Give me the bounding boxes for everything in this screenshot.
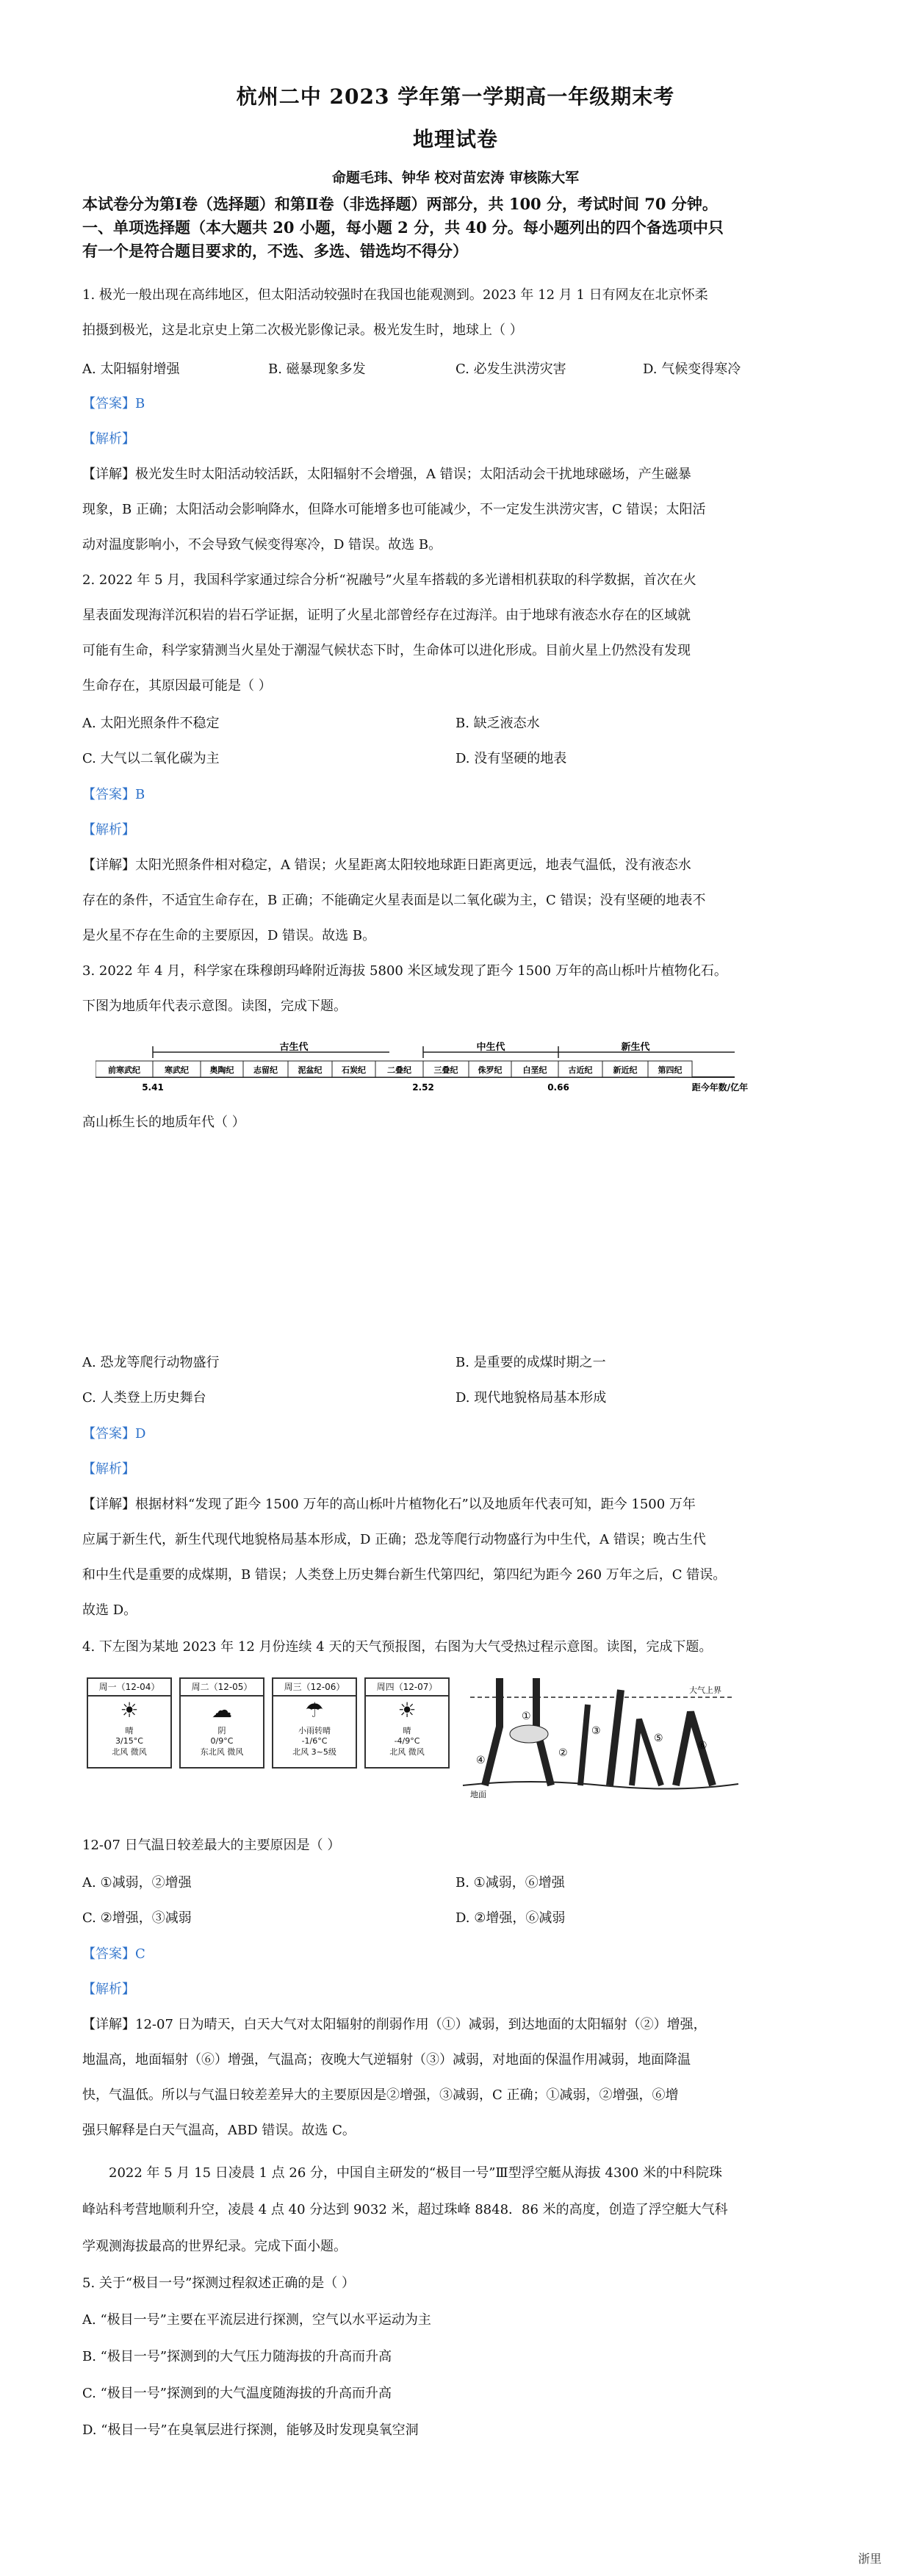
- q3-detail: 故选 D。: [82, 1602, 137, 1618]
- sun-icon: ☀: [397, 1698, 417, 1722]
- forecast-card: [87, 1677, 172, 1769]
- q5-option-c[interactable]: C. “极目一号”探测到的大气温度随海拔的升高而升高: [82, 2386, 392, 2401]
- cloud-icon: ☁: [212, 1698, 232, 1722]
- q3-stem: 下图为地质年代表示意图。读图，完成下题。: [82, 999, 347, 1014]
- q4-option-b[interactable]: B. ①减弱，⑥增强: [455, 1875, 565, 1890]
- q4-option-d[interactable]: D. ②增强，⑥减弱: [455, 1910, 566, 1926]
- forecast-day: 周三（12-06）: [273, 1679, 356, 1697]
- period-label: 古近纪: [568, 1065, 593, 1075]
- forecast-temp: 0/9°C: [210, 1736, 234, 1746]
- q2-stem: 星表面发现海洋沉积岩的岩石学证据，证明了火星北部曾经存在过海洋。由于地球有液态水存在的区域就: [82, 608, 691, 623]
- tick-label: 2.52: [412, 1082, 434, 1093]
- period-label: 奥陶纪: [209, 1065, 234, 1075]
- q3-stem: 3. 2022 年 4 月，科学家在珠穆朗玛峰附近海拔 5800 米区域发现了距今 1500 万年的高山栎叶片植物化石。: [82, 963, 727, 979]
- q4-option-c[interactable]: C. ②增强，③减弱: [82, 1910, 192, 1926]
- page-footer: 浙里: [857, 2552, 882, 2566]
- period-label: 第四纪: [658, 1065, 683, 1075]
- intro-text: 本试卷分为第Ⅰ卷（选择题）和第Ⅱ卷（非选择题）两部分，共 100 分，考试时间 70 分钟。: [82, 195, 718, 213]
- q1-option-a[interactable]: A. 太阳辐射增强: [82, 361, 180, 377]
- q4-detail: 【详解】12-07 日为晴天，白天大气对太阳辐射的削弱作用（①）减弱，到达地面的太阳辐射（②）增强，: [82, 2017, 707, 2032]
- label-4: ④: [476, 1755, 486, 1766]
- q3-option-c[interactable]: C. 人类登上历史舞台: [82, 1390, 206, 1406]
- period-label: 志留纪: [253, 1065, 278, 1075]
- period-label: 侏罗纪: [478, 1065, 503, 1075]
- tick-label: 0.66: [547, 1082, 569, 1093]
- period-label: 二叠纪: [387, 1065, 411, 1075]
- exam-title: 杭州二中 2023 学年第一学期高一年级期末考: [236, 84, 675, 109]
- period-label: 新近纪: [613, 1065, 638, 1075]
- q1-detail: 【详解】极光发生时太阳活动较活跃，太阳辐射不会增强，A 错误；太阳活动会干扰地球磁场，产生磁暴: [82, 467, 691, 482]
- q4-answer: 【答案】C: [82, 1946, 145, 1962]
- q4-detail: 快，气温低。所以与气温日较差差异大的主要原因是②增强，③减弱，C 正确；①减弱，②增强，⑥增: [82, 2087, 679, 2103]
- label-5: ⑤: [654, 1733, 663, 1744]
- label-2: ②: [558, 1747, 568, 1759]
- period-label: 三叠纪: [433, 1065, 458, 1075]
- forecast-wind: 北风 微风: [112, 1747, 147, 1757]
- q2-analysis-label: 【解析】: [82, 822, 135, 838]
- period-label: 泥盆纪: [298, 1065, 323, 1075]
- era-label: 古生代: [279, 1042, 309, 1053]
- q5-intro: 学观测海拔最高的世界纪录。完成下面小题。: [82, 2239, 347, 2254]
- q3-analysis-label: 【解析】: [82, 1461, 135, 1477]
- label-1: ①: [522, 1710, 531, 1722]
- q3-detail: 应属于新生代，新生代现代地貌格局基本形成，D 正确；恐龙等爬行动物盛行为中生代，A 错误；晚古生代: [82, 1532, 706, 1547]
- q1-option-d[interactable]: D. 气候变得寒冷: [643, 361, 741, 377]
- q2-answer: 【答案】B: [82, 787, 145, 802]
- authors-line: 命题毛玮、钟华 校对苗宏涛 审核陈大军: [331, 170, 580, 186]
- tick-label: 5.41: [142, 1082, 164, 1093]
- q1-answer: 【答案】B: [82, 396, 145, 411]
- ground-label: 地面: [470, 1790, 486, 1799]
- axis-label: 距今年数/亿年: [691, 1082, 749, 1093]
- q5-intro: 峰站科考营地顺利升空，凌晨 4 点 40 分达到 9032 米，超过珠峰 8848．86 米的高度，创造了浮空艇大气科: [82, 2202, 728, 2217]
- q2-detail: 【详解】太阳光照条件相对稳定，A 错误；火星距离太阳较地球距日距离更远，地表气温低，没有液态水: [82, 857, 691, 873]
- q3-option-d[interactable]: D. 现代地貌格局基本形成: [455, 1390, 607, 1406]
- era-label: 中生代: [476, 1042, 505, 1053]
- forecast-wind: 北风 微风: [389, 1747, 425, 1757]
- q4-detail: 强只解释是白天气温高，ABD 错误。故选 C。: [82, 2123, 356, 2138]
- period-label: 前寒武纪: [108, 1065, 140, 1075]
- forecast-temp: -4/9°C: [394, 1736, 420, 1746]
- forecast-card: [272, 1677, 357, 1769]
- q1-stem: 1. 极光一般出现在高纬地区，但太阳活动较强时在我国也能观测到。2023 年 12 月 1 日有网友在北京怀柔: [82, 287, 708, 303]
- forecast-desc: 晴: [125, 1726, 134, 1735]
- atmosphere-heating-diagram: [455, 1675, 742, 1800]
- q2-stem: 2. 2022 年 5 月，我国科学家通过综合分析“祝融号”火星车搭载的多光谱相机获取的科学数据，首次在火: [82, 572, 696, 588]
- forecast-desc: 阴: [217, 1726, 226, 1735]
- q2-option-d[interactable]: D. 没有坚硬的地表: [455, 751, 567, 766]
- atmosphere-top-label: 大气上界: [689, 1685, 721, 1695]
- forecast-day: 周二（12-05）: [181, 1679, 263, 1697]
- forecast-card: [179, 1677, 264, 1769]
- q3-question: 高山栎生长的地质年代（ ）: [82, 1115, 245, 1130]
- q3-answer: 【答案】D: [82, 1426, 146, 1442]
- q5-option-b[interactable]: B. “极目一号”探测到的大气压力随海拔的升高而升高: [82, 2349, 392, 2364]
- q4-detail: 地温高，地面辐射（⑥）增强，气温高；夜晚大气逆辐射（③）减弱，对地面的保温作用减弱，地面降温: [82, 2052, 691, 2068]
- q2-option-b[interactable]: B. 缺乏液态水: [455, 716, 540, 731]
- forecast-card: [364, 1677, 450, 1769]
- q2-option-c[interactable]: C. 大气以二氧化碳为主: [82, 751, 220, 766]
- forecast-desc: 晴: [403, 1726, 411, 1735]
- q5-option-d[interactable]: D. “极目一号”在臭氧层进行探测，能够及时发现臭氧空洞: [82, 2422, 419, 2438]
- geologic-timeline: [96, 1042, 757, 1101]
- q2-stem: 生命存在，其原因最可能是（ ）: [82, 678, 272, 694]
- period-label: 白垩纪: [522, 1065, 547, 1075]
- q3-option-a[interactable]: A. 恐龙等爬行动物盛行: [82, 1355, 220, 1370]
- forecast-wind: 北风 3~5级: [292, 1747, 336, 1757]
- q4-analysis-label: 【解析】: [82, 1982, 135, 1997]
- period-label: 石炭纪: [342, 1065, 366, 1075]
- period-labels: [96, 1061, 692, 1077]
- q2-detail: 存在的条件，不适宜生命存在，B 正确；不能确定火星表面是以二氧化碳为主，C 错误；没有坚硬的地表不: [82, 893, 706, 908]
- sun-icon: ☀: [120, 1698, 139, 1722]
- q4-option-a[interactable]: A. ①减弱，②增强: [82, 1875, 192, 1890]
- q5-stem: 5. 关于“极目一号”探测过程叙述正确的是（ ）: [82, 2275, 356, 2291]
- forecast-day: 周四（12-07）: [366, 1679, 448, 1697]
- q1-option-c[interactable]: C. 必发生洪涝灾害: [455, 361, 566, 377]
- q1-detail: 动对温度影响小，不会导致气候变得寒冷，D 错误。故选 B。: [82, 537, 442, 553]
- q3-detail: 【详解】根据材料“发现了距今 1500 万年的高山栎叶片植物化石”以及地质年代表可知，距今 1500 万年: [82, 1497, 696, 1512]
- exam-subtitle: 地理试卷: [412, 127, 498, 151]
- forecast-temp: 3/15°C: [115, 1736, 143, 1746]
- q5-option-a[interactable]: A. “极目一号”主要在平流层进行探测，空气以水平运动为主: [82, 2312, 431, 2328]
- q1-detail: 现象，B 正确；太阳活动会影响降水，但降水可能增多也可能减少，不一定发生洪涝灾害，C 错误；太阳活: [82, 502, 706, 517]
- forecast-wind: 东北风 微风: [200, 1747, 244, 1757]
- label-6: ⑥: [698, 1740, 707, 1752]
- q1-analysis-label: 【解析】: [82, 431, 135, 447]
- forecast-day: 周一（12-04）: [88, 1679, 170, 1697]
- q3-option-b[interactable]: B. 是重要的成煤时期之一: [455, 1355, 606, 1370]
- q2-option-a[interactable]: A. 太阳光照条件不稳定: [82, 716, 220, 731]
- q1-option-b[interactable]: B. 磁暴现象多发: [268, 361, 366, 377]
- era-label: 新生代: [621, 1042, 650, 1053]
- label-3: ③: [591, 1725, 601, 1737]
- section1-title-cont: 有一个是符合题目要求的，不选、多选、错选均不得分）: [82, 242, 468, 260]
- q3-detail: 和中生代是重要的成煤期，B 错误；人类登上历史舞台新生代第四纪，第四纪为距今 260 万年之后，C 错误。: [82, 1567, 727, 1583]
- period-label: 寒武纪: [165, 1065, 189, 1075]
- q2-stem: 可能有生命，科学家猜测当火星处于潮湿气候状态下时，生命体可以进化形成。目前火星上仍然没有发现: [82, 643, 691, 658]
- rain-icon: ☂: [305, 1698, 324, 1722]
- forecast-desc: 小雨转晴: [298, 1726, 331, 1735]
- weather-forecast: [87, 1677, 454, 1769]
- q4-question: 12-07 日气温日较差最大的主要原因是（ ）: [82, 1838, 341, 1853]
- q1-stem: 拍摄到极光，这是北京史上第二次极光影像记录。极光发生时，地球上（ ）: [82, 323, 523, 338]
- section1-title: 一、单项选择题（本大题共 20 小题，每小题 2 分，共 40 分。每小题列出的四个备选项中只: [82, 218, 724, 237]
- q5-intro: 2022 年 5 月 15 日凌晨 1 点 26 分，中国自主研发的“极目一号”Ⅲ型浮空艇从海拔 4300 米的中科院珠: [109, 2165, 723, 2181]
- q2-detail: 是火星不存在生命的主要原因，D 错误。故选 B。: [82, 928, 376, 943]
- forecast-temp: -1/6°C: [301, 1736, 328, 1746]
- q4-stem: 4. 下左图为某地 2023 年 12 月份连续 4 天的天气预报图，右图为大气受热过程示意图。读图，完成下题。: [82, 1639, 713, 1655]
